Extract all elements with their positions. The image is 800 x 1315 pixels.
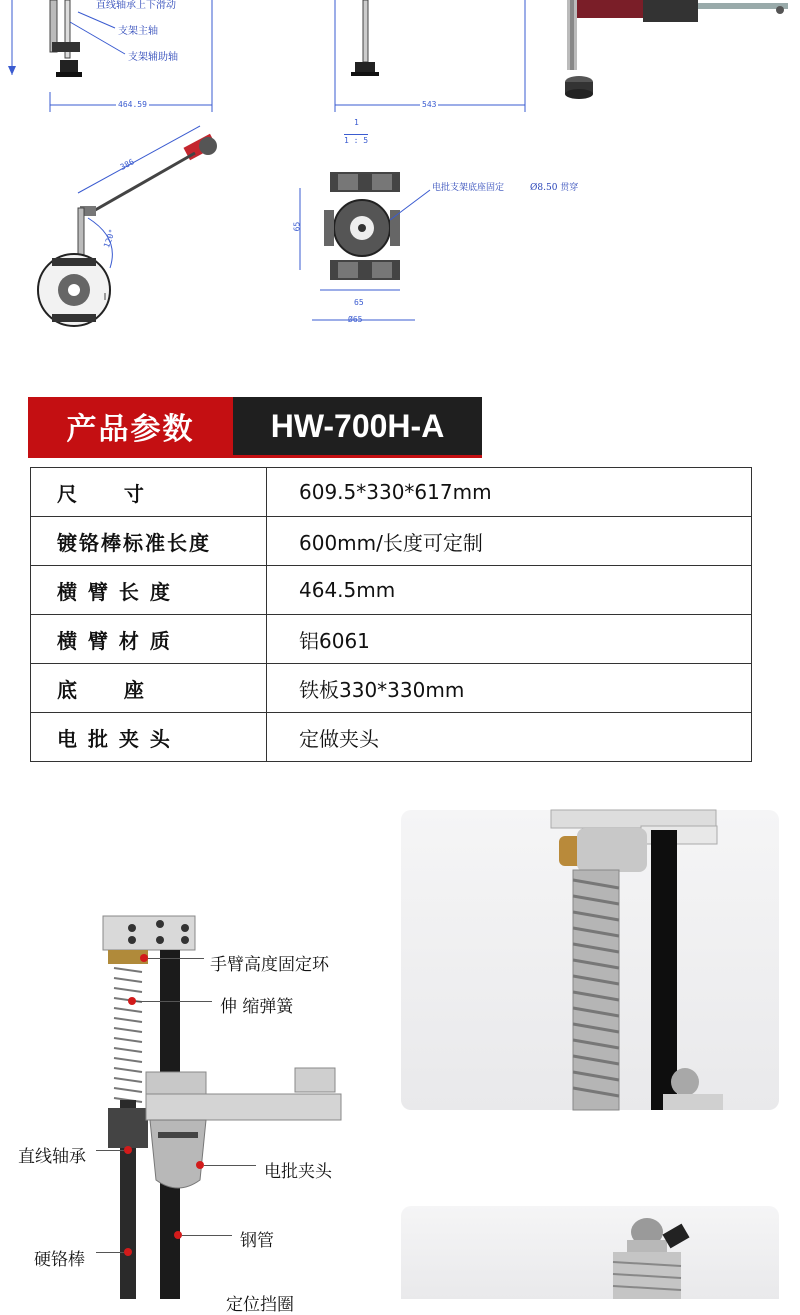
callout-clamp: 电批夹头 — [264, 1162, 332, 1182]
product-illustration — [0, 900, 390, 1299]
dot-chrome-rod — [124, 1248, 132, 1256]
spec-label: 横 臂 材 质 — [31, 615, 267, 664]
dot-spring — [128, 997, 136, 1005]
callout-spring: 伸 缩弹簧 — [220, 997, 294, 1017]
leader-linear-bearing — [96, 1150, 124, 1151]
spec-value: 定做夹头 — [267, 713, 752, 762]
note-hole: Ø8.50 贯穿 — [530, 183, 579, 193]
callout-linear-bearing: 直线轴承 — [18, 1147, 86, 1167]
dim-base-inner: 65 — [354, 298, 364, 307]
dim-base-diameter: Ø65 — [348, 315, 363, 324]
spec-value: 铁板330*330mm — [267, 664, 752, 713]
dot-steel-tube — [174, 1231, 182, 1239]
dot-clamp — [196, 1161, 204, 1169]
table-row — [31, 468, 752, 517]
spec-table — [30, 467, 752, 762]
table-row — [31, 615, 752, 664]
spec-label: 底 座 — [31, 664, 267, 713]
leader-steel-tube — [182, 1235, 232, 1236]
scale-top: 1 — [354, 118, 359, 127]
dot-linear-bearing — [124, 1146, 132, 1154]
dim-arm-length: 386 — [118, 157, 136, 172]
top-view-drawing — [30, 118, 260, 343]
leader-height-ring — [148, 958, 204, 959]
callout-chrome-rod: 硬铬棒 — [34, 1250, 85, 1270]
note-linear-slide: 直线轴承上下滑动 — [96, 0, 176, 11]
leader-chrome-rod — [96, 1252, 124, 1253]
dot-height-ring — [140, 954, 148, 962]
note-main-shaft: 支架主轴 — [118, 26, 158, 37]
side-view-drawing — [325, 0, 535, 130]
table-row — [31, 566, 752, 615]
stopper-photo-illustration — [401, 1206, 779, 1299]
section-title: 产品参数 — [28, 397, 233, 455]
callout-steel-tube: 钢管 — [240, 1231, 274, 1251]
note-base-fixed: 电批支架底座固定 — [432, 183, 505, 193]
spec-value: 464.5mm — [267, 566, 752, 615]
dim-angle: 120° — [102, 227, 118, 250]
render-3d-view — [555, 0, 800, 110]
detail-photo-stopper — [401, 1206, 779, 1299]
table-row — [31, 664, 752, 713]
dim-front-width: 464.59 — [118, 100, 147, 109]
front-view-drawing — [0, 0, 230, 130]
table-row — [31, 713, 752, 762]
spring-photo-illustration — [401, 810, 779, 1110]
leader-spring — [136, 1001, 212, 1002]
spec-value: 600mm/长度可定制 — [267, 517, 752, 566]
detail-photo-spring — [401, 810, 779, 1110]
model-number: HW-700H-A — [233, 397, 482, 455]
table-row — [31, 517, 752, 566]
spec-value: 铝6061 — [267, 615, 752, 664]
dim-base-vertical: 65 — [292, 221, 302, 232]
section-header — [28, 397, 482, 455]
spec-label: 镀铬棒标准长度 — [31, 517, 267, 566]
header-underline — [28, 455, 482, 458]
base-view-drawing — [290, 160, 440, 335]
spec-label: 电 批 夹 头 — [31, 713, 267, 762]
leader-clamp — [204, 1165, 256, 1166]
spec-label: 尺 寸 — [31, 468, 267, 517]
spec-value: 609.5*330*617mm — [267, 468, 752, 517]
spec-label: 横 臂 长 度 — [31, 566, 267, 615]
dim-side-width: 543 — [422, 100, 437, 109]
callout-height-ring: 手臂高度固定环 — [210, 955, 329, 975]
drawings-area — [0, 0, 800, 350]
scale-bottom: 1 : 5 — [344, 136, 369, 145]
callout-stopper: 定位挡圈 — [226, 1295, 294, 1315]
note-aux-shaft: 支架辅助轴 — [128, 52, 178, 63]
